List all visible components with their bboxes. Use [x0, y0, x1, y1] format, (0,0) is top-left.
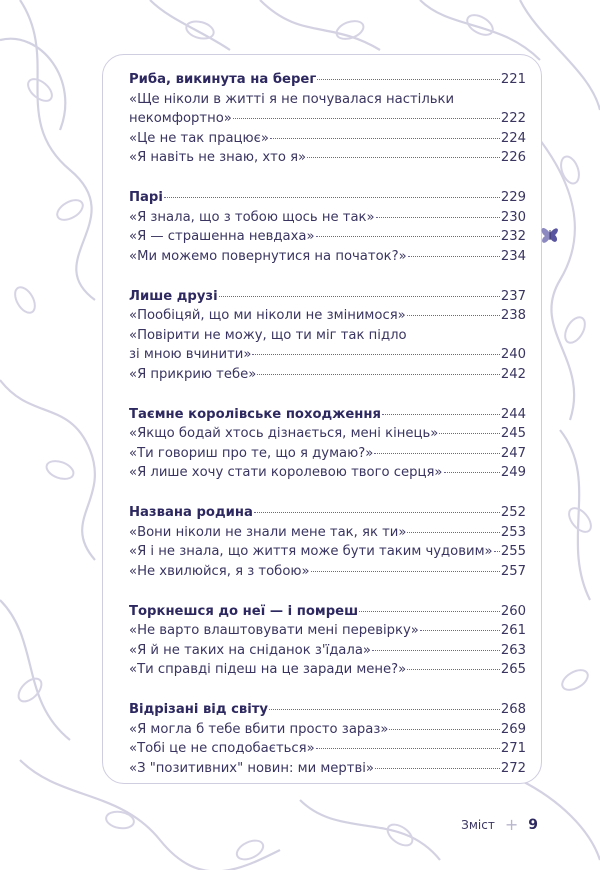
butterfly-icon	[539, 218, 561, 248]
dot-leader	[375, 767, 500, 769]
toc-entry[interactable]	[129, 660, 526, 680]
dot-leader	[374, 452, 500, 454]
toc-section	[129, 188, 526, 266]
section-page: 260	[500, 603, 526, 619]
entry-title: «Я могла б тебе вбити просто зараз»	[129, 721, 389, 737]
dot-leader	[389, 728, 499, 730]
toc-entry[interactable]	[129, 208, 526, 228]
toc-entry[interactable]	[129, 148, 526, 168]
toc-entry[interactable]	[129, 562, 526, 582]
section-title: Лише друзі	[129, 288, 218, 304]
toc-entry[interactable]	[129, 424, 526, 444]
entry-title: «З "позитивних" новин: ми мертві»	[129, 760, 374, 776]
entry-page: 272	[500, 760, 526, 776]
toc-entry[interactable]	[129, 365, 526, 385]
entry-page: 247	[500, 445, 526, 461]
toc-entry[interactable]	[129, 444, 526, 464]
dot-leader	[439, 432, 500, 434]
dot-leader	[372, 649, 500, 651]
entry-title-line[interactable]: «Повірити не можу, що ти міг так підло	[129, 327, 407, 343]
dot-leader	[407, 531, 499, 533]
dot-leader	[376, 216, 500, 218]
entry-page: 226	[500, 150, 526, 165]
entry-page: 232	[500, 229, 526, 244]
section-title: Риба, викинута на берег	[129, 72, 317, 87]
dot-leader	[407, 314, 500, 316]
dot-leader	[219, 295, 500, 297]
entry-page: 222	[500, 111, 526, 126]
section-title: Названа родина	[129, 505, 253, 520]
entry-page: 224	[500, 130, 526, 146]
entry-title: «Я — страшенна невдаха»	[129, 229, 315, 244]
dot-leader	[307, 156, 500, 158]
entry-title: некомфортно»	[129, 111, 232, 126]
section-page: 252	[500, 505, 526, 520]
dot-leader	[444, 471, 500, 473]
toc-entry[interactable]	[129, 227, 526, 247]
entry-page: 261	[500, 623, 526, 638]
entry-title: «Не варто влаштовувати мені перевірку»	[129, 623, 419, 638]
section-heading[interactable]	[129, 700, 526, 720]
table-of-contents	[129, 70, 526, 799]
dot-leader	[311, 570, 500, 572]
entry-title: «Я прикрию тебе»	[129, 366, 257, 382]
section-title: Торкнешся до неї — і помреш	[129, 603, 359, 619]
section-page: 229	[500, 190, 526, 205]
toc-entry[interactable]	[129, 345, 526, 365]
toc-entry[interactable]	[129, 306, 526, 326]
section-page: 221	[500, 72, 526, 87]
toc-section	[129, 405, 526, 483]
toc-entry[interactable]	[129, 523, 526, 543]
entry-page: 271	[500, 741, 526, 756]
toc-entry[interactable]	[129, 109, 526, 129]
entry-title: «Не хвилюйся, я з тобою»	[129, 563, 310, 579]
dot-leader	[257, 373, 500, 375]
dot-leader	[233, 117, 500, 119]
entry-page: 263	[500, 642, 526, 658]
entry-title: «Якщо бодай хтось дізнається, мені кінець»	[129, 426, 439, 441]
entry-page: 255	[500, 544, 526, 559]
section-heading[interactable]	[129, 188, 526, 208]
toc-entry[interactable]	[129, 641, 526, 661]
entry-title: «Тобі це не сподобається»	[129, 741, 315, 756]
entry-title: «Я знала, що з тобою щось не так»	[129, 209, 375, 225]
toc-section	[129, 700, 526, 778]
entry-title: «Вони ніколи не знали мене так, як ти»	[129, 524, 407, 540]
section-title: Відрізані від світу	[129, 702, 268, 717]
page-number: 9	[528, 816, 538, 833]
section-title: Парі	[129, 190, 163, 205]
section-heading[interactable]	[129, 287, 526, 307]
entry-title: «Я й не таких на сніданок з'їдала»	[129, 642, 371, 658]
entry-title: «Ти справді підеш на це заради мене?»	[129, 662, 407, 677]
entry-title: «Ми можемо повернутися на початок?»	[129, 248, 407, 264]
entry-page: 242	[500, 366, 526, 382]
toc-entry[interactable]	[129, 720, 526, 740]
section-heading[interactable]	[129, 503, 526, 523]
dot-leader	[408, 255, 500, 257]
dot-leader	[494, 550, 500, 552]
toc-section	[129, 503, 526, 581]
plus-icon: +	[504, 815, 519, 834]
toc-entry[interactable]	[129, 739, 526, 759]
section-page: 244	[500, 406, 526, 422]
footer-label: Зміст	[461, 817, 495, 832]
entry-title: «Я лише хочу стати королевою твого серця»	[129, 465, 443, 480]
dot-leader	[269, 708, 500, 710]
dot-leader	[420, 629, 500, 631]
section-heading[interactable]	[129, 70, 526, 90]
dot-leader	[270, 137, 500, 139]
entry-page: 238	[500, 308, 526, 323]
entry-title: «Пообіцяй, що ми ніколи не змінимося»	[129, 308, 406, 323]
entry-page: 240	[500, 347, 526, 362]
dot-leader	[407, 668, 500, 670]
toc-entry[interactable]	[129, 621, 526, 641]
entry-title: зі мною вчинити»	[129, 347, 252, 362]
entry-page: 230	[500, 209, 526, 225]
toc-section	[129, 70, 526, 168]
entry-title-line[interactable]: «Ще ніколи в житті я не почувалася настільки	[129, 91, 455, 107]
entry-page: 257	[500, 563, 526, 579]
toc-section	[129, 602, 526, 680]
toc-entry[interactable]	[129, 542, 526, 562]
toc-entry[interactable]	[129, 463, 526, 483]
section-heading[interactable]	[129, 602, 526, 622]
section-page: 237	[500, 288, 526, 304]
page-footer	[461, 815, 538, 834]
section-page: 268	[500, 702, 526, 717]
entry-page: 269	[500, 721, 526, 737]
entry-page: 253	[500, 524, 526, 540]
dot-leader	[164, 196, 500, 198]
section-heading[interactable]	[129, 405, 526, 425]
toc-entry[interactable]	[129, 129, 526, 149]
toc-entry[interactable]	[129, 759, 526, 779]
entry-title: «Ти говориш про те, що я думаю?»	[129, 445, 374, 461]
entry-page: 265	[500, 662, 526, 677]
entry-page: 245	[500, 426, 526, 441]
entry-page: 249	[500, 465, 526, 480]
dot-leader	[316, 747, 500, 749]
dot-leader	[359, 610, 500, 612]
entry-title: «Це не так працює»	[129, 130, 269, 146]
entry-page: 234	[500, 248, 526, 264]
section-title: Таємне королівське походження	[129, 406, 381, 422]
dot-leader	[316, 235, 500, 237]
toc-section	[129, 287, 526, 385]
dot-leader	[382, 413, 500, 415]
entry-title: «Я і не знала, що життя може бути таким чудовим»	[129, 544, 493, 559]
dot-leader	[252, 353, 499, 355]
dot-leader	[254, 511, 500, 513]
toc-entry[interactable]	[129, 247, 526, 267]
dot-leader	[317, 78, 500, 80]
entry-title: «Я навіть не знаю, хто я»	[129, 150, 307, 165]
